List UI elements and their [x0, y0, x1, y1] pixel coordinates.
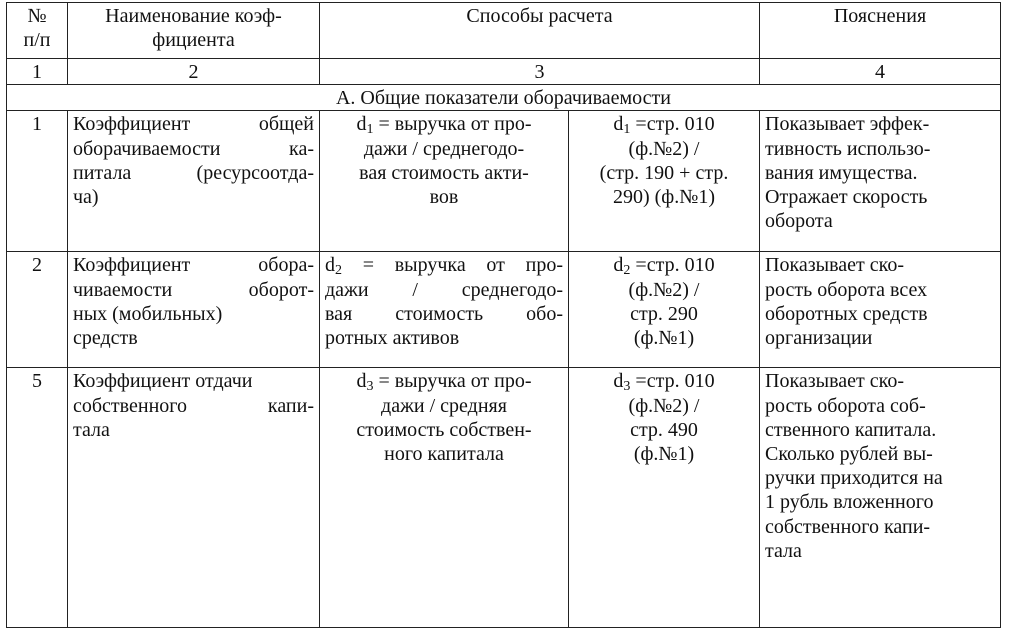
formula-line: вая стоимость обо-	[325, 302, 563, 325]
table-row	[7, 368, 1001, 628]
name-line: чиваемости оборот-	[73, 278, 314, 301]
header-methods-cell: Способы расчета	[320, 3, 760, 59]
formula-first-text: = выручка от про-	[373, 113, 532, 136]
colnum-3: 3	[320, 59, 760, 85]
header-name-cell	[68, 3, 320, 59]
header-num-line-1: №	[27, 5, 47, 27]
note-line: оборотных средств	[765, 302, 928, 325]
calc-first-line	[574, 369, 754, 393]
row-formula	[320, 111, 569, 252]
note-line: рость оборота всех	[765, 278, 928, 301]
formula-line: вая стоимость акти-	[359, 161, 529, 184]
note-line: тала	[765, 539, 802, 562]
name-line: ных (мобильных)	[73, 302, 223, 325]
calc-sub: 1	[623, 122, 631, 138]
calc-line: 290) (ф.№1)	[612, 186, 716, 209]
note-line: Сколько рублей вы-	[765, 443, 933, 466]
row-formula	[320, 252, 569, 368]
formula-first-text: = выручка от про-	[373, 370, 532, 393]
note-line: тивность использо-	[765, 137, 931, 160]
formula-line: ротных активов	[325, 327, 460, 350]
note-line: Показывает ско-	[765, 370, 904, 393]
colnum-4: 4	[760, 59, 1001, 85]
calc-first-line	[574, 112, 754, 136]
calc-first-line	[574, 253, 754, 277]
row-name	[68, 368, 320, 628]
name-line: Коэффициент отдачи	[73, 370, 253, 393]
row-num: 1	[7, 111, 68, 252]
colnum-1: 1	[7, 59, 68, 85]
row-calc	[569, 368, 760, 628]
formula-line: дажи / среднегодо-	[363, 137, 525, 160]
note-line: Показывает эффек-	[765, 113, 930, 136]
formula-line: стоимость собствен-	[356, 418, 532, 441]
note-line: собственного капи-	[765, 515, 931, 538]
calc-var: d	[613, 370, 624, 393]
calc-var: d	[613, 113, 624, 136]
formula-line: вов	[429, 186, 459, 209]
row-calc	[569, 252, 760, 368]
formula-line: ного капитала	[384, 443, 504, 466]
formula-var: d	[325, 254, 335, 277]
section-title: А. Общие показатели оборачиваемости	[7, 85, 1001, 111]
name-line: Коэффициент обора-	[73, 254, 314, 277]
row-num: 5	[7, 368, 68, 628]
name-line: ча)	[73, 186, 99, 209]
formula-var: d	[356, 370, 367, 393]
colnum-2: 2	[68, 59, 320, 85]
calc-sub: 3	[623, 379, 631, 395]
name-line: оборачиваемости ка-	[73, 137, 314, 160]
row-formula	[320, 368, 569, 628]
calc-line: (ф.№1)	[633, 327, 695, 350]
formula-var: d	[356, 113, 367, 136]
formula-line: дажи / среднегодо-	[325, 278, 563, 301]
calc-line: (ф.№1)	[633, 443, 695, 466]
row-calc	[569, 111, 760, 252]
formula-first-line	[325, 369, 563, 393]
note-line: 1 рубль вложенного	[765, 491, 934, 514]
header-num-line-2: п/п	[23, 29, 51, 52]
calc-line: (ф.№2) /	[628, 394, 700, 417]
name-line: Коэффициент общей	[73, 113, 314, 136]
note-line: ственного капитала.	[765, 418, 937, 441]
header-num-cell	[7, 3, 68, 59]
calc-first-text: =стр. 010	[630, 254, 715, 277]
formula-sub: 2	[335, 263, 342, 279]
calc-line: стр. 290	[630, 302, 698, 325]
coefficients-table	[6, 2, 1001, 628]
row-num: 2	[7, 252, 68, 368]
table-row	[7, 252, 1001, 368]
note-line: ручки приходится на	[765, 467, 943, 490]
calc-var: d	[613, 254, 624, 277]
name-line: собственного капи-	[73, 394, 314, 417]
calc-sub: 2	[623, 263, 631, 279]
calc-line: (ф.№2) /	[628, 278, 700, 301]
header-row	[7, 3, 1001, 59]
formula-line: дажи / средняя	[381, 394, 507, 417]
row-note	[760, 252, 1001, 368]
header-name-line-2: фициента	[152, 29, 235, 52]
table-row	[7, 111, 1001, 252]
name-line: питала (ресурсоотда-	[73, 161, 314, 184]
note-line: Показывает ско-	[765, 254, 904, 277]
formula-first-line	[325, 253, 563, 277]
calc-first-text: =стр. 010	[630, 113, 715, 136]
calc-line: (стр. 190 + стр.	[599, 161, 729, 184]
formula-sub: 3	[366, 379, 374, 395]
section-row	[7, 85, 1001, 111]
name-line: тала	[73, 418, 110, 441]
column-numbers-row	[7, 59, 1001, 85]
row-note	[760, 368, 1001, 628]
note-line: вания имущества.	[765, 161, 918, 184]
formula-sub: 1	[366, 122, 374, 138]
note-line: организации	[765, 327, 873, 350]
name-line: средств	[73, 327, 138, 350]
note-line: оборота	[765, 210, 833, 233]
row-name	[68, 252, 320, 368]
header-notes-cell: Пояснения	[760, 3, 1001, 59]
note-line: Отражает скорость	[765, 186, 928, 209]
note-line: рость оборота соб-	[765, 394, 926, 417]
formula-first-line	[325, 112, 563, 136]
row-note	[760, 111, 1001, 252]
calc-first-text: =стр. 010	[630, 370, 715, 393]
header-name-line-1: Наименование коэф-	[105, 5, 282, 27]
calc-line: (ф.№2) /	[628, 137, 700, 160]
calc-line: стр. 490	[630, 418, 698, 441]
formula-first-text: = выручка от про-	[342, 254, 563, 277]
row-name	[68, 111, 320, 252]
